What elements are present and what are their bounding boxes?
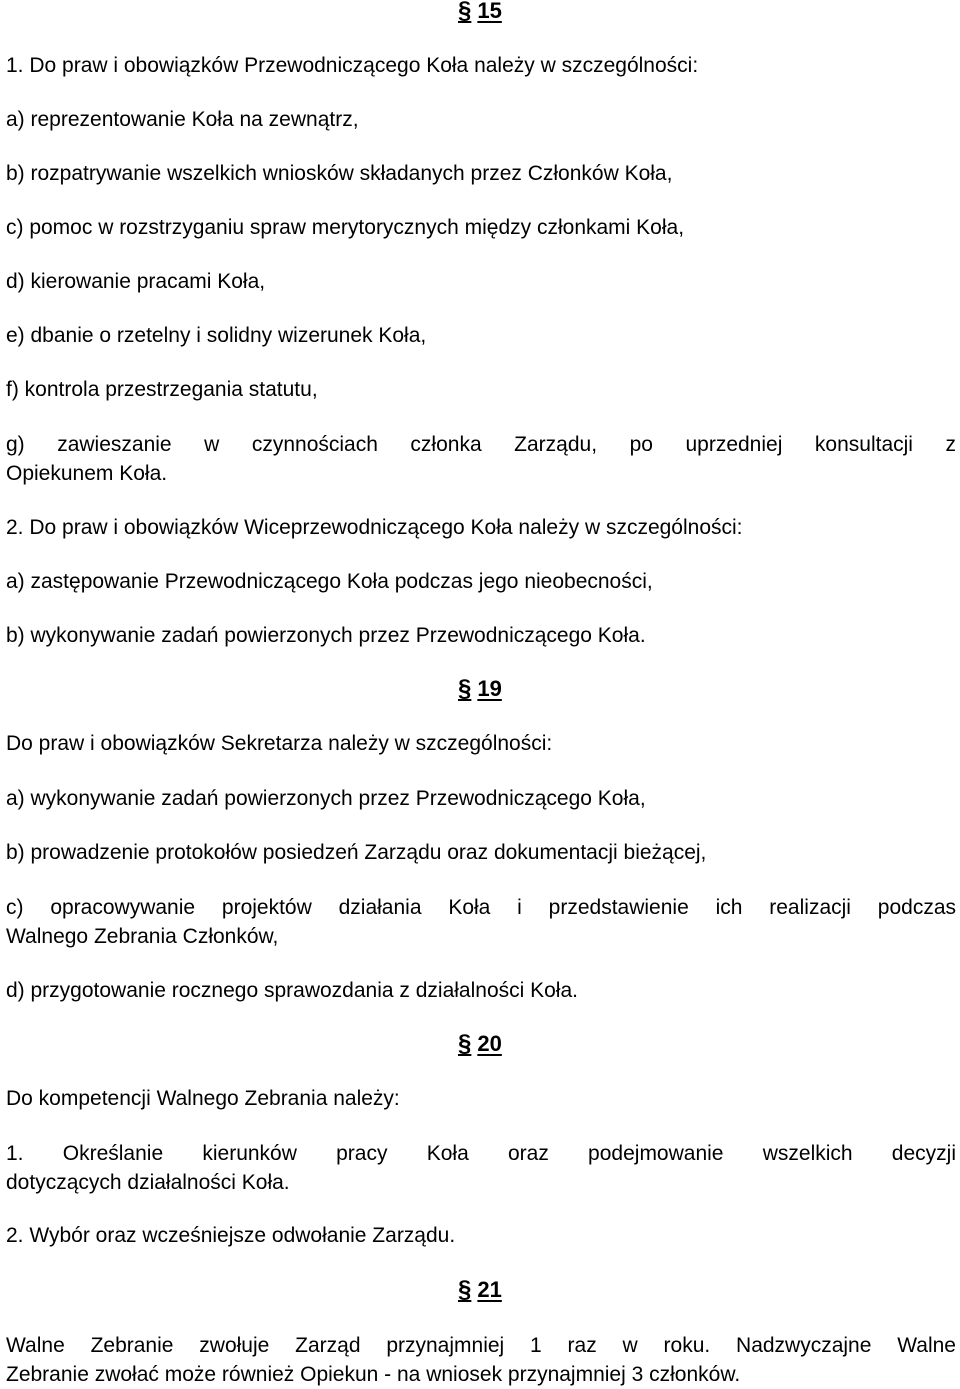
section-symbol: § xyxy=(458,1276,472,1303)
s15-item-2a: a) zastępowanie Przewodniczącego Koła podczas jego nieobecności, xyxy=(6,570,653,593)
section-21-heading xyxy=(458,1277,502,1303)
s15-item-1f: f) kontrola przestrzegania statutu, xyxy=(6,378,318,401)
section-15-heading xyxy=(458,0,502,24)
s15-item-1g xyxy=(6,430,956,488)
s15-item-1g-line2: Opiekunem Koła. xyxy=(6,462,168,485)
s19-item-d: d) przygotowanie rocznego sprawozdania z działalności Koła. xyxy=(6,979,578,1002)
s15-item-1a: a) reprezentowanie Koła na zewnątrz, xyxy=(6,108,359,131)
s20-intro: Do kompetencji Walnego Zebrania należy: xyxy=(6,1087,400,1110)
section-number: 20 xyxy=(477,1031,502,1056)
section-20-heading xyxy=(458,1031,502,1057)
s20-item-2: 2. Wybór oraz wcześniejsze odwołanie Zarządu. xyxy=(6,1224,456,1247)
s15-item-1: 1. Do praw i obowiązków Przewodniczącego Koła należy w szczególności: xyxy=(6,54,699,77)
s15-item-1g-line1: g) zawieszanie w czynnościach członka Zarządu, po uprzedniej konsultacji z xyxy=(6,433,956,456)
section-symbol: § xyxy=(458,0,472,24)
s19-item-a: a) wykonywanie zadań powierzonych przez Przewodniczącego Koła, xyxy=(6,787,646,810)
s20-item-1-line1: 1. Określanie kierunków pracy Koła oraz podejmowanie wszelkich decyzji xyxy=(6,1142,956,1165)
section-19-heading xyxy=(458,676,502,702)
s19-item-c-line1: c) opracowywanie projektów działania Koła i przedstawienie ich realizacji podczas xyxy=(6,896,956,919)
s19-item-b: b) prowadzenie protokołów posiedzeń Zarządu oraz dokumentacji bieżącej, xyxy=(6,841,707,864)
s21-text-line2: Zebranie zwołać może również Opiekun - na wniosek przynajmniej 3 członków. xyxy=(6,1363,741,1386)
s19-intro: Do praw i obowiązków Sekretarza należy w szczególności: xyxy=(6,732,553,755)
s21-text xyxy=(6,1331,956,1389)
s15-item-2b: b) wykonywanie zadań powierzonych przez Przewodniczącego Koła. xyxy=(6,624,646,647)
section-symbol: § xyxy=(458,1030,472,1057)
s15-item-1b: b) rozpatrywanie wszelkich wniosków składanych przez Członków Koła, xyxy=(6,162,673,185)
section-number: 15 xyxy=(477,0,502,23)
s20-item-1-line2: dotyczących działalności Koła. xyxy=(6,1171,290,1194)
s15-item-1e: e) dbanie o rzetelny i solidny wizerunek Koła, xyxy=(6,324,427,347)
s21-text-line1: Walne Zebranie zwołuje Zarząd przynajmniej 1 raz w roku. Nadzwyczajne Walne xyxy=(6,1334,956,1357)
section-number: 19 xyxy=(477,676,502,701)
s20-item-1 xyxy=(6,1139,956,1197)
s19-item-c-line2: Walnego Zebrania Członków, xyxy=(6,925,279,948)
s15-item-1d: d) kierowanie pracami Koła, xyxy=(6,270,266,293)
section-number: 21 xyxy=(477,1277,502,1302)
section-symbol: § xyxy=(458,675,472,702)
s15-item-2: 2. Do praw i obowiązków Wiceprzewodniczącego Koła należy w szczególności: xyxy=(6,516,743,539)
s19-item-c xyxy=(6,893,956,951)
s15-item-1c: c) pomoc w rozstrzyganiu spraw merytorycznych między członkami Koła, xyxy=(6,216,685,239)
